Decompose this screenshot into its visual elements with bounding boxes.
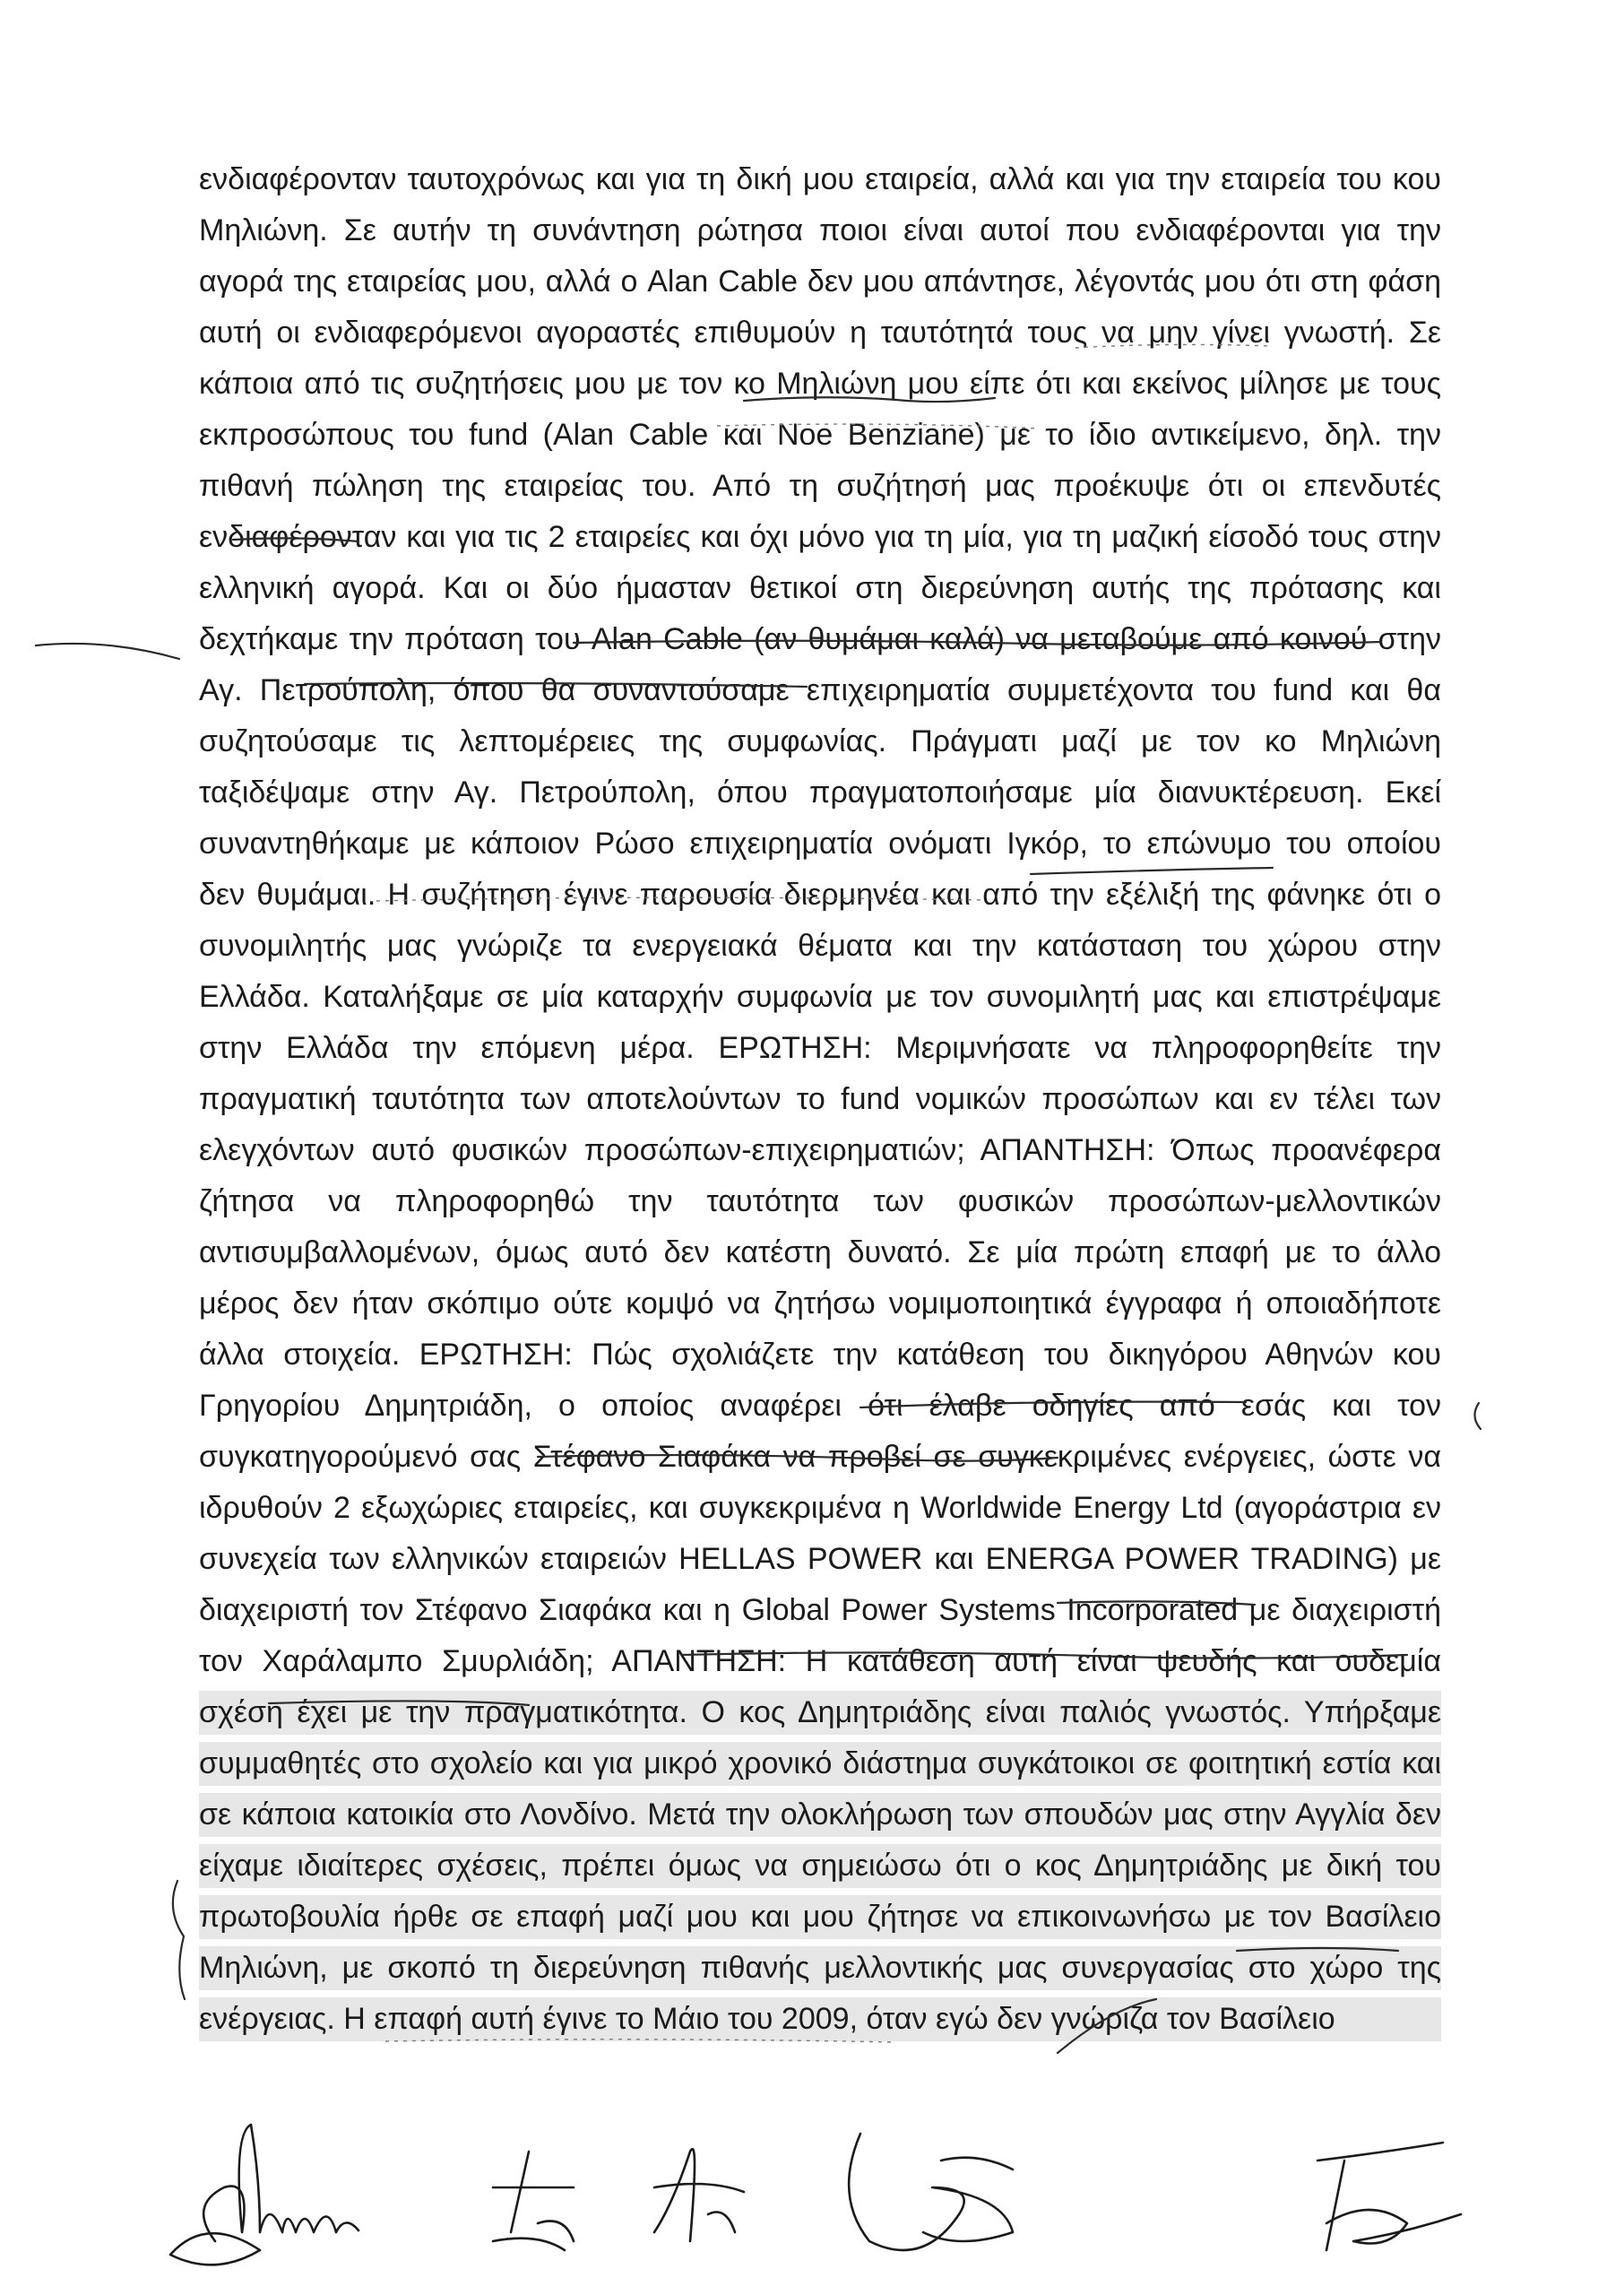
text-line: Γρηγορίου Δημητριάδη, ο οποίος αναφέρει ότι έλαβε οδηγίες από εσάς και τον: [199, 1389, 1441, 1423]
signature-2: [493, 2152, 574, 2250]
text-line: αγορά της εταιρείας μου, αλλά ο Alan Cable δεν μου απάντησε, λέγοντάς μου ότι στη φάση: [199, 264, 1441, 299]
text-line: άλλα στοιχεία. ΕΡΩΤΗΣΗ: Πώς σχολιάζετε την κατάθεση του δικηγόρου Αθηνών κου: [199, 1338, 1441, 1372]
text-line: ζήτησα να πληροφορηθώ την ταυτότητα των φυσικών προσώπων-μελλοντικών: [199, 1184, 1441, 1218]
text-line: συνεχεία των ελληνικών εταιρειών HELLAS POWER και ENERGA POWER TRADING) με: [199, 1542, 1441, 1576]
text-line: ενδιαφέρονταν ταυτοχρόνως και για τη δική μου εταιρεία, αλλά και για την εταιρεία του κου: [199, 162, 1441, 196]
text-line: συναντηθήκαμε με κάποιον Ρώσο επιχειρηματία ονόματι Ιγκόρ, το επώνυμο του οποίου: [199, 827, 1441, 861]
signature-5: [1317, 2143, 1461, 2250]
text-line: αντισυμβαλλομένων, όμως αυτό δεν κατέστη δυνατό. Σε μία πρώτη επαφή με το άλλο: [199, 1235, 1441, 1269]
text-line-highlighted: είχαμε ιδιαίτερες σχέσεις, πρέπει όμως να σημειώσω ότι ο κος Δημητριάδης με δική του: [199, 1839, 1441, 1892]
text-line-highlighted: συμμαθητές στο σχολείο και για μικρό χρονικό διάστημα συγκάτοικοι σε φοιτητική εστία και: [199, 1736, 1441, 1790]
text-line: αυτή οι ενδιαφερόμενοι αγοραστές επιθυμούν η ταυτότητά τους να μην γίνει γνωστή. Σε: [199, 316, 1441, 350]
text-line: δεχτήκαμε την πρόταση του Alan Cable (αν θυμάμαι καλά) να μεταβούμε από κοινού στην: [199, 622, 1441, 656]
signature-3: [654, 2149, 744, 2241]
text-line: στην Ελλάδα την επόμενη μέρα. ΕΡΩΤΗΣΗ: Μεριμνήσατε να πληροφορηθείτε την: [199, 1031, 1441, 1065]
text-line: δεν θυμάμαι. Η συζήτηση έγινε παρουσία διερμηνέα και από την εξέλιξή της φάνηκε ότι ο: [199, 878, 1441, 912]
signature-4: [849, 2134, 1013, 2250]
signatures: [152, 2098, 1497, 2277]
text-line: συνομιλητής μας γνώριζε τα ενεργειακά θέματα και την κατάσταση του χώρου στην: [199, 929, 1441, 963]
text-line: Αγ. Πετρούπολη, όπου θα συναντούσαμε επιχειρηματία συμμετέχοντα του fund και θα: [199, 673, 1441, 707]
text-line: ελληνική αγορά. Και οι δύο ήμασταν θετικοί στη διερεύνηση αυτής της πρότασης και: [199, 571, 1441, 605]
text-line-highlighted: σχέση έχει με την πραγματικότητα. Ο κος Δημητριάδης είναι παλιός γνωστός. Υπήρξαμε: [199, 1685, 1441, 1739]
text-line-highlighted: σε κάποια κατοικία στο Λονδίνο. Μετά την ολοκλήρωση των σπουδών μας στην Αγγλία δεν: [199, 1788, 1441, 1841]
text-line: ιδρυθούν 2 εξωχώριες εταιρείες, και συγκεκριμένα η Worldwide Energy Ltd (αγοράστρια εν: [199, 1491, 1441, 1525]
text-line: τον Χαράλαμπο Σμυρλιάδη; ΑΠΑΝΤΗΣΗ: Η κατάθεση αυτή είναι ψευδής και ουδεμία: [199, 1644, 1441, 1678]
text-line: πραγματική ταυτότητα των αποτελούντων το fund νομικών προσώπων και εν τέλει των: [199, 1082, 1441, 1116]
text-line-highlighted: Μηλιώνη, με σκοπό τη διερεύνηση πιθανής μελλοντικής μας συνεργασίας στο χώρο της: [199, 1941, 1441, 1995]
text-line: κάποια από τις συζητήσεις μου με τον κο Μηλιώνη μου είπε ότι και εκείνος μίλησε με τους: [199, 367, 1441, 401]
text-line: διαχειριστή τον Στέφανο Σιαφάκα και η Global Power Systems Incorporated με διαχειριστή: [199, 1593, 1441, 1627]
text-line: μέρος δεν ήταν σκόπιμο ούτε κομψό να ζητήσω νομιμοποιητικά έγγραφα ή οποιαδήποτε: [199, 1286, 1441, 1321]
text-line: ενδιαφέρονταν και για τις 2 εταιρείες και όχι μόνο για τη μία, για τη μαζική είσοδό τους στην: [199, 520, 1441, 554]
text-line-highlighted: ενέργειας. Η επαφή αυτή έγινε το Μάιο του 2009, όταν εγώ δεν γνώριζα τον Βασίλειο: [199, 1992, 1441, 2046]
margin-mark: [1474, 1403, 1481, 1429]
text-line: πιθανή πώληση της εταιρείας του. Από τη συζήτησή μας προέκυψε ότι οι επενδυτές: [199, 469, 1441, 503]
margin-mark: [36, 644, 179, 659]
margin-mark: [173, 1881, 185, 1999]
text-line: συγκατηγορούμενό σας Στέφανο Σιαφάκα να προβεί σε συγκεκριμένες ενέργειες, ώστε να: [199, 1440, 1441, 1474]
text-line: Μηλιώνη. Σε αυτήν τη συνάντηση ρώτησα ποιοι είναι αυτοί που ενδιαφέρονται για την: [199, 213, 1441, 247]
text-line: ταξιδέψαμε στην Αγ. Πετρούπολη, όπου πραγματοποιήσαμε μία διανυκτέρευση. Εκεί: [199, 775, 1441, 810]
signature-1: [203, 2125, 358, 2241]
text-line: Ελλάδα. Καταλήξαμε σε μία καταρχήν συμφωνία με τον συνομιλητή μας και επιστρέψαμε: [199, 980, 1441, 1014]
signature-1-loop: [170, 2233, 260, 2265]
text-line: συζητούσαμε τις λεπτομέρειες της συμφωνίας. Πράγματι μαζί με τον κο Μηλιώνη: [199, 724, 1441, 758]
text-line: εκπροσώπους του fund (Alan Cable και Noe Benziane) με το ίδιο αντικείμενο, δηλ. την: [199, 418, 1441, 452]
text-line: ελεγχόντων αυτό φυσικών προσώπων-επιχειρηματιών; ΑΠΑΝΤΗΣΗ: Όπως προανέφερα: [199, 1133, 1441, 1167]
text-line-highlighted: πρωτοβουλία ήρθε σε επαφή μαζί μου και μου ζήτησε να επικοινωνήσω με τον Βασίλειο: [199, 1890, 1441, 1944]
